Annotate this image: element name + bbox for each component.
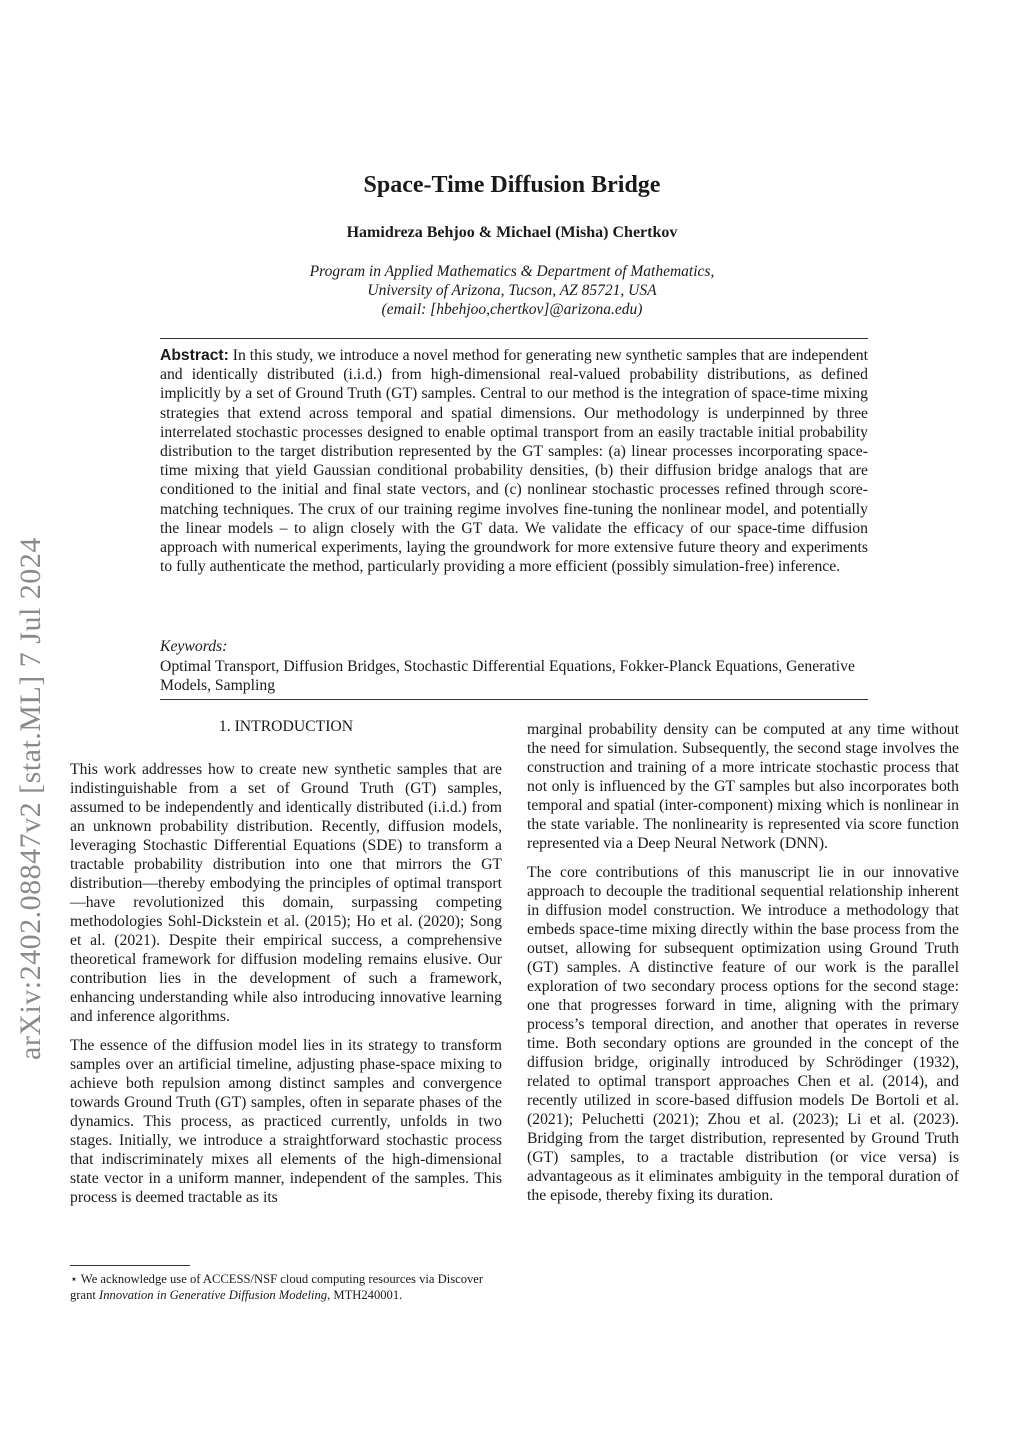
left-column bbox=[70, 760, 502, 1217]
paragraph: The core contributions of this manuscript lie in our innovative approach to decouple the traditional sequential relationship inherent in diffusion model construction. We introduce a methodology that embeds space-time mixing directly within the base process from the outset, allowing for subsequent optimization using Ground Truth (GT) samples. A distinctive feature of our work is the parallel exploration of two secondary process options for the second stage: one that progresses forward in time, aligning with the primary process’s temporal direction, and another that operates in reverse time. Both secondary options are grounded in the concept of the diffusion bridge, originally introduced by Schrödinger (1932), related to optimal transport approaches Chen et al. (2014), and recently utilized in score-based diffusion models De Bortoli et al. (2021); Peluchetti (2021); Zhou et al. (2023); Li et al. (2023). Bridging from the target distribution, represented by Ground Truth (GT) samples, to a tractable distribution (or vice versa) is advantageous as it eliminates ambiguity in the temporal duration of the episode, thereby fixing its duration. bbox=[527, 864, 959, 1204]
affiliation-line-3: (email: [hbehjoo,chertkov]@arizona.edu) bbox=[381, 301, 643, 318]
keywords-text: Optimal Transport, Diffusion Bridges, Stochastic Differential Equations, Fokker-Planck Equations, Generative Models, Sampling bbox=[160, 658, 855, 695]
affiliation bbox=[0, 262, 1024, 319]
paragraph: This work addresses how to create new synthetic samples that are indistinguishable from a set of Ground Truth (GT) samples, assumed to be independently and identically distributed (i.i.d.) from an unknown probability distribution. Recently, diffusion models, leveraging Stochastic Differential Equations (SDE) to transform a tractable probability distribution into one that mirrors the GT distribution—thereby embodying the principles of optimal transport—have revolutionized this domain, surpassing competing methodologies Sohl-Dickstein et al. (2015); Ho et al. (2020); Song et al. (2021). Despite their empirical success, a comprehensive theoretical framework for diffusion modeling remains elusive. Our contribution lies in the development of such a framework, enhancing understanding while also introducing innovative learning and inference algorithms. bbox=[70, 761, 502, 1025]
arxiv-identifier: arXiv:2402.08847v2 [stat.ML] 7 Jul 2024 bbox=[14, 537, 47, 1060]
paper-title: Space-Time Diffusion Bridge bbox=[363, 172, 661, 198]
top-divider bbox=[160, 338, 868, 339]
paragraph: marginal probability density can be computed at any time without the need for simulation. Subsequently, the second stage involves the construction and training of a more intricate stochastic process that not only is influenced by the GT samples but also incorporates both temporal and spatial (inter-component) mixing which is nonlinear in the state variable. The nonlinearity is represented via score function represented via a Deep Neural Network (DNN). bbox=[527, 721, 959, 852]
footnote-prefix: We acknowledge use of ACCESS/NSF cloud computing resources via Discover grant bbox=[70, 1272, 484, 1302]
abstract-text: In this study, we introduce a novel method for generating new synthetic samples that are independent and identically distributed (i.i.d.) from high-dimensional real-valued probability distributions, as defined implicitly by a set of Ground Truth (GT) samples. Central to our method is the integration of space-time mixing strategies that extend across temporal and spatial dimensions. Our methodology is underpinned by three interrelated stochastic processes designed to enable optimal transport from an easily tractable initial probability distribution to the target distribution represented by the GT samples: (a) linear processes incorporating space-time mixing that yield Gaussian conditional probability densities, (b) their diffusion bridge analogs that are conditioned to the initial and final state vectors, and (c) nonlinear stochastic processes refined through score-matching techniques. The crux of our training regime involves fine-tuning the nonlinear model, and potentially the linear models – to align closely with the GT data. We validate the efficacy of our space-time diffusion approach with numerical experiments, laying the groundwork for more extensive future theory and experiments to fully authenticate the method, particularly providing a more efficient (possibly simulation-free) inference. bbox=[160, 347, 868, 576]
bottom-divider bbox=[160, 699, 868, 700]
footnote-divider bbox=[70, 1265, 190, 1266]
footnote-grant: Innovation in Generative Diffusion Modeling bbox=[99, 1288, 328, 1302]
right-column bbox=[527, 720, 959, 1215]
abstract bbox=[160, 346, 868, 576]
affiliation-line-1: Program in Applied Mathematics & Department of Mathematics, bbox=[309, 263, 715, 280]
section-heading: 1. INTRODUCTION bbox=[218, 718, 354, 735]
paragraph: The essence of the diffusion model lies in its strategy to transform samples over an artificial timeline, adjusting phase-space mixing to achieve both repulsion among distinct samples and convergence towards Ground Truth (GT) samples, often in separate phases of the dynamics. This process, as practiced currently, unfolds in two stages. Initially, we introduce a straightforward stochastic process that indiscriminately mixes all elements of the high-dimensional state vector in a uniform manner, independent of the samples. This process is deemed tractable as its bbox=[70, 1037, 502, 1206]
abstract-label: Abstract: bbox=[160, 347, 229, 364]
keywords-label: Keywords: bbox=[160, 638, 228, 655]
footnote-marker: ⋆ bbox=[70, 1272, 78, 1286]
footnote-suffix: , MTH240001. bbox=[327, 1288, 403, 1302]
paper-authors: Hamidreza Behjoo & Michael (Misha) Chertkov bbox=[346, 224, 678, 241]
affiliation-line-2: University of Arizona, Tucson, AZ 85721, USA bbox=[367, 282, 657, 299]
footnote bbox=[70, 1271, 510, 1303]
